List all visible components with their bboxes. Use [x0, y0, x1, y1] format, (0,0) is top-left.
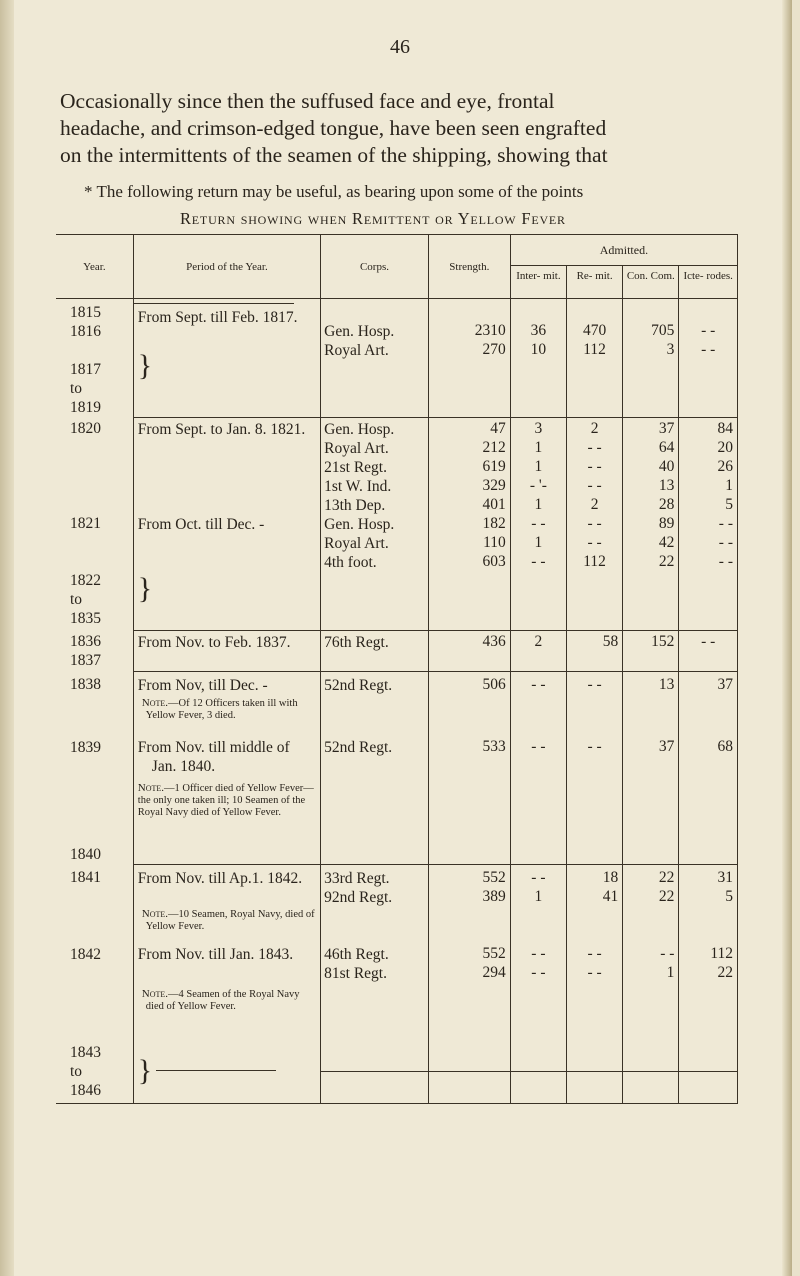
intermit-cell: - - 1 [510, 864, 566, 943]
year-cell: 1842 [70, 945, 101, 963]
table-row [56, 736, 738, 865]
remit-cell: - - [567, 736, 623, 865]
remit-cell: 18 41 [567, 864, 623, 943]
footnote: * The following return may be useful, as bearing upon some of the points [84, 182, 584, 201]
table-row [56, 671, 738, 736]
strength-cell: 552 389 [428, 864, 510, 943]
return-title: Return showing when Remittent or Yellow Fever [180, 209, 566, 228]
year-cell: 1820 1821 1822 to 1835 [70, 420, 101, 627]
corps-cell: 52nd Regt. [321, 736, 429, 865]
year-cell: 1843 to 1846 [70, 1043, 101, 1099]
intermit-cell: 3 1 1 - '- 1 - - 1 - - [510, 417, 566, 630]
header-year: Year. [56, 235, 133, 299]
intermit-cell: 36 10 [510, 299, 566, 418]
intermit-cell [510, 1041, 566, 1104]
icterodes-cell: 31 5 [679, 864, 738, 943]
icterodes-cell: 68 [679, 736, 738, 865]
icterodes-cell: 37 [679, 671, 738, 736]
intermit-cell: 2 [510, 630, 566, 671]
corps-cell: 52nd Regt. [321, 671, 429, 736]
period-cell: From Nov. to Feb. 1837. [133, 630, 320, 671]
page-edge [782, 0, 792, 1276]
con-com-cell: 37 [623, 736, 679, 865]
con-com-cell [623, 1041, 679, 1104]
table-header-row [56, 235, 738, 266]
remit-cell: 58 [567, 630, 623, 671]
corps-cell: 76th Regt. [321, 630, 429, 671]
page-gutter-shadow [0, 0, 14, 1276]
intermit-cell: - - [510, 671, 566, 736]
con-com-cell: 22 22 [623, 864, 679, 943]
table-row [56, 299, 738, 418]
period-cell: From Nov. till Jan. 1843. Note.—4 Seamen of the Royal Navy died of Yellow Fever. [133, 943, 320, 1041]
icterodes-cell: - - [679, 630, 738, 671]
table-row [56, 864, 738, 943]
year-cell: 1836 1837 [70, 633, 101, 669]
note-text: Note.—4 Seamen of the Royal Navy died of Yellow Fever. [141, 987, 300, 1012]
year-cell: 1841 [70, 869, 101, 886]
intro-line: headache, and crimson-edged tongue, have been seen engrafted [60, 116, 607, 140]
header-strength: Strength. [428, 235, 510, 299]
table-row [56, 1041, 738, 1104]
strength-cell: 47 212 619 329 401 182 110 603 [428, 417, 510, 630]
remit-cell: 2 - - - - - - 2 - - - - 112 [567, 417, 623, 630]
strength-cell: 552 294 [428, 943, 510, 1041]
intro-line: Occasionally since then the suffused face and eye, frontal [60, 89, 555, 113]
con-com-cell: - - 1 [623, 943, 679, 1041]
remit-cell: - - [567, 671, 623, 736]
year-cell: 1815 1816 1817 to 1819 [70, 304, 101, 416]
year-cell: 1839 1840 [70, 738, 101, 863]
strength-cell: 436 [428, 630, 510, 671]
remit-cell [567, 1041, 623, 1104]
strength-cell: 2310 270 [428, 299, 510, 418]
period-cell: From Sept. till Feb. 1817. } [133, 299, 320, 418]
corps-cell: Gen. Hosp. Royal Art. [321, 299, 429, 418]
period-cell: From Sept. to Jan. 8. 1821. From Oct. till Dec. - } [133, 417, 320, 630]
remit-cell: - - - - [567, 943, 623, 1041]
icterodes-cell: 112 22 [679, 943, 738, 1041]
corps-cell: Gen. Hosp. Royal Art. 21st Regt. 1st W. Ind. 13th Dep. Gen. Hosp. Royal Art. 4th foot. [321, 417, 429, 630]
intro-paragraph [60, 88, 760, 169]
table-row [56, 417, 738, 630]
table-row [56, 943, 738, 1041]
con-com-cell: 705 3 [623, 299, 679, 418]
icterodes-cell: - - - - [679, 299, 738, 418]
icterodes-cell: 84 20 26 1 5 - - - - - - [679, 417, 738, 630]
corps-cell [321, 1041, 429, 1104]
header-intermit: Inter- mit. [510, 266, 566, 299]
strength-cell: 506 [428, 671, 510, 736]
note-text: Note.—Of 12 Officers taken ill with Yellow Fever, 3 died. [141, 696, 298, 721]
intermit-cell: - - [510, 736, 566, 865]
remit-cell: 470 112 [567, 299, 623, 418]
table-row [56, 630, 738, 671]
strength-cell [428, 1041, 510, 1104]
strength-cell: 533 [428, 736, 510, 865]
header-period: Period of the Year. [133, 235, 320, 299]
year-cell: 1838 [70, 676, 101, 693]
note-text: Note.—1 Officer died of Yellow Fever—the only one taken ill; 10 Seamen of the Royal Navy died of Yellow Fever. [137, 781, 314, 818]
page-number: 46 [390, 36, 410, 58]
period-cell: From Nov. till Ap.1. 1842. Note.—10 Seamen, Royal Navy, died of Yellow Fever. [133, 864, 320, 943]
header-corps: Corps. [321, 235, 429, 299]
con-com-cell: 13 [623, 671, 679, 736]
period-cell: From Nov, till Dec. - Note.—Of 12 Officers taken ill with Yellow Fever, 3 died. [133, 671, 320, 736]
header-con-com: Con. Com. [623, 266, 679, 299]
corps-cell: 46th Regt. 81st Regt. [321, 943, 429, 1041]
header-admitted: Admitted. [510, 235, 737, 266]
con-com-cell: 37 64 40 13 28 89 42 22 [623, 417, 679, 630]
intermit-cell: - - - - [510, 943, 566, 1041]
header-icterodes: Icte- rodes. [679, 266, 738, 299]
con-com-cell: 152 [623, 630, 679, 671]
period-cell: } [133, 1041, 320, 1104]
note-text: Note.—10 Seamen, Royal Navy, died of Yellow Fever. [141, 907, 315, 932]
period-cell: From Nov. till middle of Jan. 1840. Note.—1 Officer died of Yellow Fever—the only one taken ill; 10 Seamen of the Royal Navy died of Yellow Fever. [133, 736, 320, 865]
header-remit: Re- mit. [567, 266, 623, 299]
intro-line: on the intermittents of the seamen of the shipping, showing that [60, 143, 608, 167]
corps-cell: 33rd Regt. 92nd Regt. [321, 864, 429, 943]
icterodes-cell [679, 1041, 738, 1104]
fever-return-table [56, 234, 738, 1104]
